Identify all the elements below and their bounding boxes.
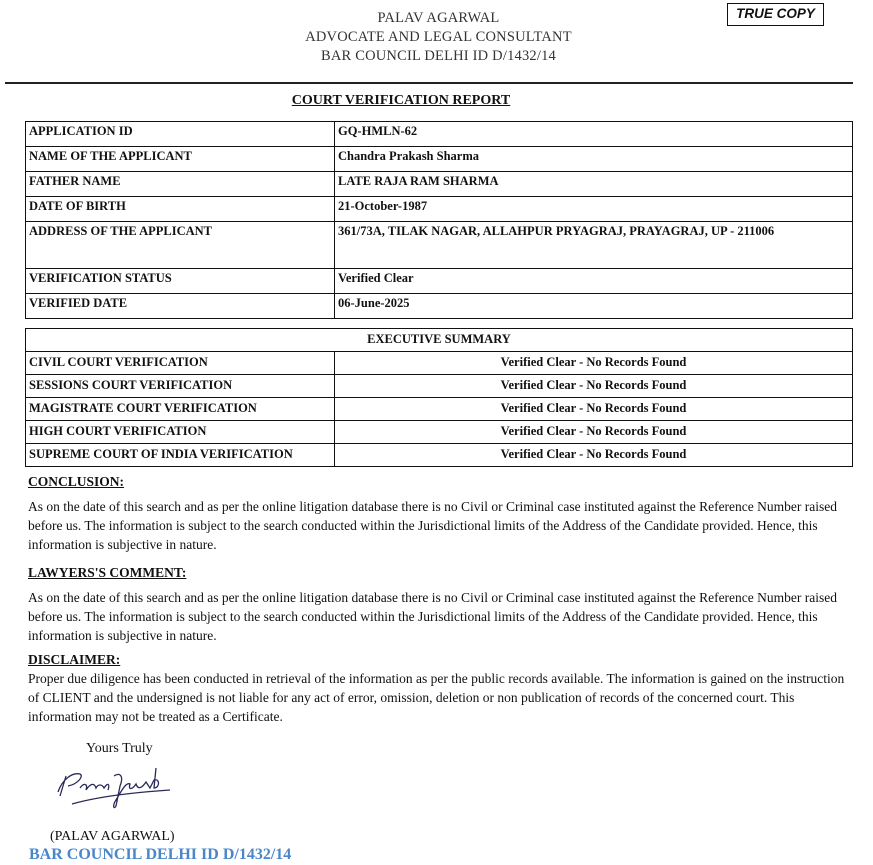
conclusion-heading: CONCLUSION: xyxy=(28,474,125,489)
detail-value: 361/73A, TILAK NAGAR, ALLAHPUR PRYAGRAJ, PRAYAGRAJ, UP - 211006 xyxy=(335,222,853,269)
detail-label: APPLICATION ID xyxy=(26,122,335,147)
detail-row xyxy=(26,294,853,319)
summary-row xyxy=(26,352,853,375)
closing: Yours Truly xyxy=(86,741,153,756)
summary-row xyxy=(26,375,853,398)
detail-value: LATE RAJA RAM SHARMA xyxy=(335,172,853,197)
detail-value: 21-October-1987 xyxy=(335,197,853,222)
detail-label: FATHER NAME xyxy=(26,172,335,197)
detail-label: NAME OF THE APPLICANT xyxy=(26,147,335,172)
detail-label: ADDRESS OF THE APPLICANT xyxy=(26,222,335,269)
court-label: SESSIONS COURT VERIFICATION xyxy=(26,375,335,398)
comment-text: As on the date of this search and as per the online litigation database there is no Civil or Criminal case instituted against the Reference Number raised before us. The information is subject to the search conducted within the Jurisdictional limits of the Address of the Candidate provided. Hence, this information is subjective in nature. xyxy=(28,590,838,643)
detail-label: VERIFICATION STATUS xyxy=(26,269,335,294)
detail-row xyxy=(26,122,853,147)
detail-value: 06-June-2025 xyxy=(335,294,853,319)
summary-heading: EXECUTIVE SUMMARY xyxy=(26,329,853,352)
disclaimer-section xyxy=(28,650,848,726)
disclaimer-text: Proper due diligence has been conducted in retrieval of the information as per the public records available. The information is gained on the instruction of CLIENT and the undersigned is not liable for any act of error, omission, deletion or non publication of records of the concerned court. This information may not be treated as a Certificate. xyxy=(28,671,845,724)
detail-value: Verified Clear xyxy=(335,269,853,294)
header-divider xyxy=(5,82,853,84)
detail-row xyxy=(26,269,853,294)
detail-value: Chandra Prakash Sharma xyxy=(335,147,853,172)
court-label: MAGISTRATE COURT VERIFICATION xyxy=(26,398,335,421)
court-result: Verified Clear - No Records Found xyxy=(335,352,853,375)
summary-row xyxy=(26,398,853,421)
court-label: CIVIL COURT VERIFICATION xyxy=(26,352,335,375)
summary-row xyxy=(26,444,853,467)
signature xyxy=(50,762,180,812)
bar-id: BAR COUNCIL DELHI ID D/1432/14 xyxy=(320,48,557,64)
detail-value: GQ-HMLN-62 xyxy=(335,122,853,147)
report-title: COURT VERIFICATION REPORT xyxy=(291,93,511,108)
detail-row xyxy=(26,172,853,197)
executive-summary-table xyxy=(25,328,853,467)
detail-row xyxy=(26,222,853,269)
detail-label: VERIFIED DATE xyxy=(26,294,335,319)
true-copy-stamp: TRUE COPY xyxy=(727,3,824,26)
detail-label: DATE OF BIRTH xyxy=(26,197,335,222)
detail-row xyxy=(26,197,853,222)
signatory-name: (PALAV AGARWAL) xyxy=(50,829,175,844)
court-label: SUPREME COURT OF INDIA VERIFICATION xyxy=(26,444,335,467)
court-result: Verified Clear - No Records Found xyxy=(335,421,853,444)
summary-row xyxy=(26,421,853,444)
comment-heading: LAWYERS'S COMMENT: xyxy=(28,565,187,580)
court-result: Verified Clear - No Records Found xyxy=(335,398,853,421)
advocate-name: PALAV AGARWAL xyxy=(377,10,500,26)
disclaimer-heading: DISCLAIMER: xyxy=(28,652,121,667)
designation: ADVOCATE AND LEGAL CONSULTANT xyxy=(305,29,572,45)
applicant-details-table xyxy=(25,121,853,319)
conclusion-section xyxy=(28,472,848,554)
court-result: Verified Clear - No Records Found xyxy=(335,375,853,398)
court-result: Verified Clear - No Records Found xyxy=(335,444,853,467)
detail-row xyxy=(26,147,853,172)
court-label: HIGH COURT VERIFICATION xyxy=(26,421,335,444)
comment-section xyxy=(28,563,848,645)
signatory-bar-id: BAR COUNCIL DELHI ID D/1432/14 xyxy=(29,846,292,863)
conclusion-text: As on the date of this search and as per the online litigation database there is no Civil or Criminal case instituted against the Reference Number raised before us. The information is subject to the search conducted within the Jurisdictional limits of the Address of the Candidate provided. Hence, this information is subjective in nature. xyxy=(28,499,838,552)
